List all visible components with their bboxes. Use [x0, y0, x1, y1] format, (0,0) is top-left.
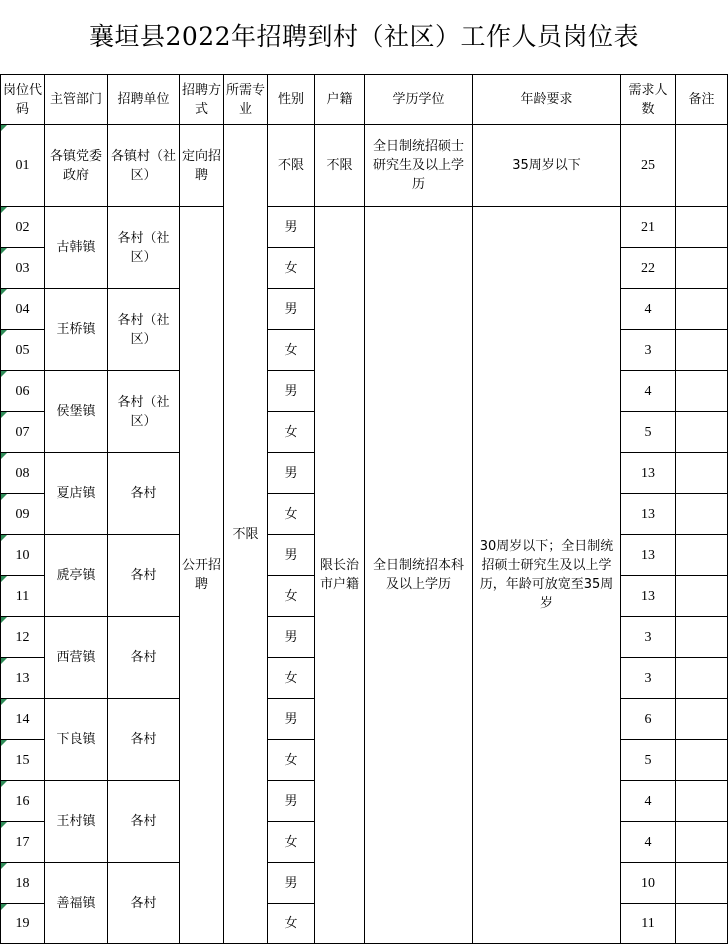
position-code: 07 — [1, 412, 45, 453]
gender-cell: 女 — [268, 904, 315, 944]
gender-cell: 女 — [268, 412, 315, 453]
unit-cell: 各村 — [108, 535, 180, 617]
note-cell — [676, 125, 728, 207]
hukou-cell: 不限 — [315, 125, 365, 207]
note-cell — [676, 904, 728, 944]
position-code: 18 — [1, 863, 45, 904]
count-cell: 4 — [621, 822, 676, 863]
gender-cell: 女 — [268, 330, 315, 371]
edu-cell: 全日制统招本科及以上学历 — [365, 207, 473, 944]
position-code: 02 — [1, 207, 45, 248]
method-cell: 公开招聘 — [180, 207, 224, 944]
gender-cell: 男 — [268, 207, 315, 248]
gender-cell: 女 — [268, 658, 315, 699]
table-row — [1, 207, 728, 248]
position-code: 04 — [1, 289, 45, 330]
position-code: 08 — [1, 453, 45, 494]
unit-cell: 各村（社区） — [108, 289, 180, 371]
position-code: 15 — [1, 740, 45, 781]
note-cell — [676, 494, 728, 535]
major-cell: 不限 — [224, 125, 268, 944]
unit-cell: 各村 — [108, 699, 180, 781]
dept-cell: 西营镇 — [45, 617, 108, 699]
header-major: 所需专业 — [224, 75, 268, 125]
count-cell: 25 — [621, 125, 676, 207]
gender-cell: 男 — [268, 617, 315, 658]
gender-cell: 女 — [268, 248, 315, 289]
count-cell: 3 — [621, 658, 676, 699]
count-cell: 5 — [621, 740, 676, 781]
header-gender: 性别 — [268, 75, 315, 125]
gender-cell: 男 — [268, 289, 315, 330]
header-method: 招聘方式 — [180, 75, 224, 125]
header-hukou: 户籍 — [315, 75, 365, 125]
position-code: 14 — [1, 699, 45, 740]
count-cell: 10 — [621, 863, 676, 904]
header-dept: 主管部门 — [45, 75, 108, 125]
header-edu: 学历学位 — [365, 75, 473, 125]
header-count: 需求人数 — [621, 75, 676, 125]
note-cell — [676, 699, 728, 740]
note-cell — [676, 412, 728, 453]
count-cell: 21 — [621, 207, 676, 248]
header-age: 年龄要求 — [473, 75, 621, 125]
unit-cell: 各村（社区） — [108, 207, 180, 289]
dept-cell: 下良镇 — [45, 699, 108, 781]
dept-cell: 虒亭镇 — [45, 535, 108, 617]
count-cell: 4 — [621, 371, 676, 412]
unit-cell: 各村（社区） — [108, 371, 180, 453]
position-code: 06 — [1, 371, 45, 412]
positions-table — [0, 74, 728, 944]
gender-cell: 男 — [268, 863, 315, 904]
dept-cell: 各镇党委政府 — [45, 125, 108, 207]
note-cell — [676, 289, 728, 330]
position-code: 19 — [1, 904, 45, 944]
age-cell: 35周岁以下 — [473, 125, 621, 207]
dept-cell: 夏店镇 — [45, 453, 108, 535]
count-cell: 13 — [621, 535, 676, 576]
gender-cell: 女 — [268, 494, 315, 535]
unit-cell: 各村 — [108, 863, 180, 944]
count-cell: 6 — [621, 699, 676, 740]
count-cell: 3 — [621, 617, 676, 658]
gender-cell: 男 — [268, 535, 315, 576]
position-code: 11 — [1, 576, 45, 617]
note-cell — [676, 658, 728, 699]
unit-cell: 各村 — [108, 617, 180, 699]
note-cell — [676, 371, 728, 412]
gender-cell: 女 — [268, 576, 315, 617]
note-cell — [676, 207, 728, 248]
position-code: 13 — [1, 658, 45, 699]
note-cell — [676, 740, 728, 781]
count-cell: 3 — [621, 330, 676, 371]
gender-cell: 男 — [268, 453, 315, 494]
method-cell: 定向招聘 — [180, 125, 224, 207]
count-cell: 5 — [621, 412, 676, 453]
edu-cell: 全日制统招硕士研究生及以上学历 — [365, 125, 473, 207]
dept-cell: 善福镇 — [45, 863, 108, 944]
gender-cell: 男 — [268, 781, 315, 822]
count-cell: 13 — [621, 453, 676, 494]
note-cell — [676, 863, 728, 904]
header-note: 备注 — [676, 75, 728, 125]
count-cell: 13 — [621, 494, 676, 535]
position-code: 05 — [1, 330, 45, 371]
dept-cell: 古韩镇 — [45, 207, 108, 289]
position-code: 17 — [1, 822, 45, 863]
position-code: 12 — [1, 617, 45, 658]
note-cell — [676, 330, 728, 371]
note-cell — [676, 576, 728, 617]
header-unit: 招聘单位 — [108, 75, 180, 125]
note-cell — [676, 617, 728, 658]
unit-cell: 各村 — [108, 781, 180, 863]
count-cell: 4 — [621, 781, 676, 822]
position-code: 16 — [1, 781, 45, 822]
age-cell: 30周岁以下；全日制统招硕士研究生及以上学历，年龄可放宽至35周岁 — [473, 207, 621, 944]
count-cell: 4 — [621, 289, 676, 330]
gender-cell: 女 — [268, 822, 315, 863]
count-cell: 22 — [621, 248, 676, 289]
dept-cell: 王桥镇 — [45, 289, 108, 371]
dept-cell: 侯堡镇 — [45, 371, 108, 453]
page-title: 襄垣县2022年招聘到村（社区）工作人员岗位表 — [88, 22, 640, 51]
unit-cell: 各镇村（社区） — [108, 125, 180, 207]
table-header-row — [1, 75, 728, 125]
table-row — [1, 125, 728, 207]
header-code: 岗位代码 — [1, 75, 45, 125]
position-code: 01 — [1, 125, 45, 207]
count-cell: 13 — [621, 576, 676, 617]
hukou-cell: 限长治市户籍 — [315, 207, 365, 944]
gender-cell: 男 — [268, 699, 315, 740]
note-cell — [676, 453, 728, 494]
note-cell — [676, 248, 728, 289]
position-code: 09 — [1, 494, 45, 535]
gender-cell: 女 — [268, 740, 315, 781]
position-code: 03 — [1, 248, 45, 289]
gender-cell: 男 — [268, 371, 315, 412]
note-cell — [676, 781, 728, 822]
position-code: 10 — [1, 535, 45, 576]
dept-cell: 王村镇 — [45, 781, 108, 863]
unit-cell: 各村 — [108, 453, 180, 535]
note-cell — [676, 535, 728, 576]
gender-cell: 不限 — [268, 125, 315, 207]
note-cell — [676, 822, 728, 863]
count-cell: 11 — [621, 904, 676, 944]
